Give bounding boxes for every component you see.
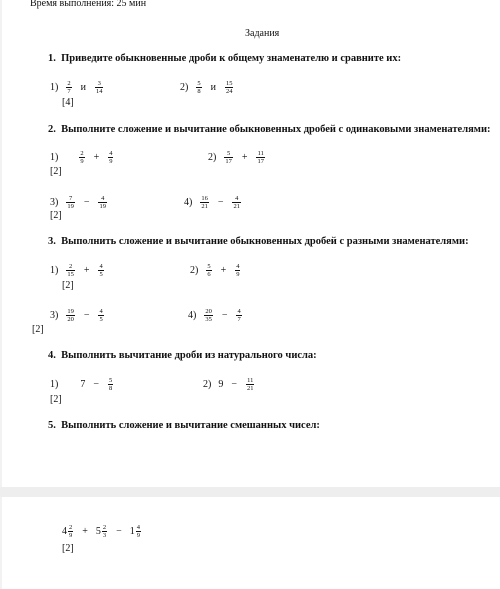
task-2-score-1: [2] <box>50 166 62 177</box>
task-2-item-4: 4) $\frac{16}{21}$ − $\frac{4}{21}$ <box>184 194 240 210</box>
task-5-heading: 5. Выполнить сложение и вычитание смешанных чисел: <box>48 420 320 431</box>
page-left-edge <box>0 0 2 589</box>
fraction: $\frac{2}{3}$ <box>102 523 107 539</box>
task-3-heading: 3. Выполнить сложение и вычитание обыкновенных дробей с разными знаменателями: <box>48 236 469 247</box>
fraction: $\frac{5}{8}$ <box>197 79 201 95</box>
fraction: $\frac{16}{21}$ <box>201 194 208 210</box>
time-limit: Время выполнения: 25 мин <box>30 0 147 9</box>
fraction: $\frac{4}{9}$ <box>109 149 113 165</box>
fraction: $\frac{4}{19}$ <box>99 194 106 210</box>
fraction: $\frac{5}{6}$ <box>207 262 211 278</box>
task-1-item-2: 2) $\frac{5}{8}$ и $\frac{15}{24}$ <box>180 79 233 95</box>
task-4-item-2: 2) 9 − $\frac{11}{21}$ <box>203 376 254 392</box>
task-5-score: [2] <box>62 543 74 554</box>
task-2-item-2: 2) $\frac{5}{17}$ + $\frac{11}{17}$ <box>208 149 264 165</box>
task-3-item-1: 1) $\frac{2}{15}$ + $\frac{4}{5}$ <box>50 262 103 278</box>
fraction: $\frac{15}{24}$ <box>225 79 233 95</box>
fraction: $\frac{3}{14}$ <box>95 79 103 95</box>
task-1-heading: 1. Приведите обыкновенные дроби к общему знаменателю и сравните их: <box>48 53 402 64</box>
fraction: $\frac{5}{17}$ <box>225 149 232 165</box>
fraction: $\frac{4}{9}$ <box>136 523 141 539</box>
task-2-heading: 2. Выполните сложение и вычитание обыкновенных дробей с одинаковыми знаменателями: <box>48 124 491 135</box>
task-3-item-3: 3) $\frac{19}{20}$ − $\frac{4}{5}$ <box>50 307 103 323</box>
task-2-score-2: [2] <box>50 210 62 221</box>
fraction: $\frac{4}{7}$ <box>237 307 241 323</box>
fraction: $\frac{7}{19}$ <box>67 194 74 210</box>
fraction: $\frac{11}{21}$ <box>246 376 254 392</box>
fraction: $\frac{2}{9}$ <box>69 523 73 539</box>
task-4-heading: 4. Выполнить вычитание дроби из натурального числа: <box>48 350 317 361</box>
fraction: $\frac{4}{5}$ <box>99 262 103 278</box>
fraction: $\frac{5}{8}$ <box>108 376 113 392</box>
fraction: $\frac{4}{21}$ <box>233 194 240 210</box>
task-1-score: [4] <box>62 97 74 108</box>
fraction: $\frac{19}{20}$ <box>67 307 74 323</box>
task-5-expression: 4 $\frac{2}{9}$ + 5 $\frac{2}{3}$ − 1 $\frac{4}{9}$ <box>62 523 141 539</box>
fraction: $\frac{2}{15}$ <box>67 262 74 278</box>
task-3-score-1: [2] <box>62 280 74 291</box>
fraction: $\frac{2}{7}$ <box>67 79 71 95</box>
task-3-item-2: 2) $\frac{5}{6}$ + $\frac{4}{9}$ <box>190 262 240 278</box>
task-1-item-1: 1) $\frac{2}{7}$ и $\frac{3}{14}$ <box>50 79 103 95</box>
fraction: $\frac{4}{9}$ <box>236 262 240 278</box>
task-2-item-1: 1) $\frac{2}{9}$ + $\frac{4}{9}$ <box>50 149 113 165</box>
task-4-score: [2] <box>50 394 62 405</box>
fraction: $\frac{11}{17}$ <box>257 149 264 165</box>
fraction: $\frac{4}{5}$ <box>99 307 103 323</box>
task-3-item-4: 4) $\frac{20}{35}$ − $\frac{4}{7}$ <box>188 307 241 323</box>
fraction: $\frac{2}{9}$ <box>80 149 84 165</box>
task-3-score-2: [2] <box>32 324 44 335</box>
page-break <box>0 487 500 497</box>
page-title: Задания <box>245 28 280 39</box>
task-2-item-3: 3) $\frac{7}{19}$ − $\frac{4}{19}$ <box>50 194 106 210</box>
task-4-item-1: 1) 7 − $\frac{5}{8}$ <box>50 376 113 392</box>
fraction: $\frac{20}{35}$ <box>205 307 212 323</box>
